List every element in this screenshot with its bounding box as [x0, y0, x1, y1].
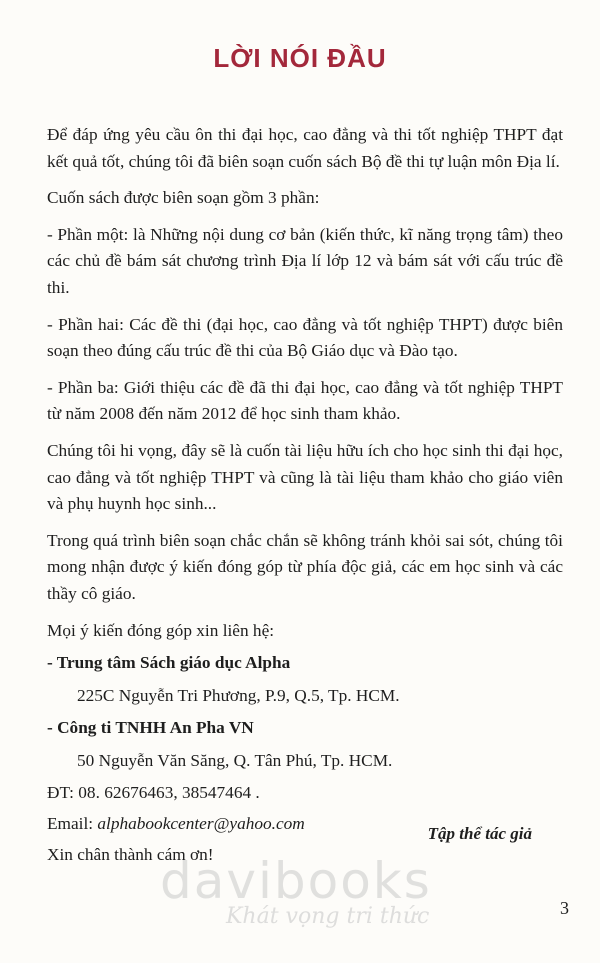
paragraph-part2: - Phần hai: Các đề thi (đại học, cao đẳng và tốt nghiệp THPT) được biên soạn theo đúng cấu trúc đề thi của Bộ Giáo dục và Đào tạo. [47, 314, 563, 361]
contact-org2-name: - Công ti TNHH An Pha VN [47, 718, 254, 738]
contact-org1-name: - Trung tâm Sách giáo dục Alpha [47, 653, 291, 673]
watermark-brand: davibooks [160, 852, 432, 910]
contact-intro: Mọi ý kiến đóng góp xin liên hệ: [47, 620, 275, 640]
paragraph-structure: Cuốn sách được biên soạn gồm 3 phần: [47, 188, 320, 208]
watermark-slogan: Khát vọng tri thức [226, 904, 430, 929]
signature: Tập thể tác giả [427, 824, 532, 843]
contact-email: alphabookcenter@yahoo.com [97, 814, 305, 834]
paragraph-part3: - Phần ba: Giới thiệu các đề đã thi đại học, cao đẳng và tốt nghiệp THPT từ năm 2008 đến năm 2012 để học sinh tham khảo. [47, 377, 563, 424]
paragraph-intro: Để đáp ứng yêu cầu ôn thi đại học, cao đẳng và thi tốt nghiệp THPT đạt kết quả tốt, chúng tôi đã biên soạn cuốn sách Bộ đề thi tự luận môn Địa lí. [47, 125, 563, 171]
contact-email-label: Email: [47, 814, 98, 834]
contact-org2-address: 50 Nguyễn Văn Săng, Q. Tân Phú, Tp. HCM. [77, 750, 393, 770]
paragraph-part1: - Phần một: là Những nội dung cơ bản (kiến thức, kĩ năng trọng tâm) theo các chủ đề bám sát chương trình Địa lí lớp 12 và bám sát với cấu trúc đề thi. [47, 224, 563, 297]
page-title: LỜI NÓI ĐẦU [213, 43, 387, 73]
page-number: 3 [560, 898, 569, 918]
contact-thanks: Xin chân thành cám ơn! [47, 844, 214, 864]
paragraph-hope: Chúng tôi hi vọng, đây sẽ là cuốn tài liệu hữu ích cho học sinh thi đại học, cao đẳng và tốt nghiệp THPT và cũng là tài liệu tham khảo cho giáo viên và phụ huynh học sinh... [47, 440, 563, 514]
body-text [47, 122, 563, 872]
paragraph-apology: Trong quá trình biên soạn chắc chắn sẽ không tránh khỏi sai sót, chúng tôi mong nhận được ý kiến đóng góp từ phía độc giả, các em học sinh và các thầy cô giáo. [47, 530, 563, 603]
contact-phone: ĐT: 08. 62676463, 38547464 . [47, 783, 260, 803]
contact-org1-address: 225C Nguyễn Tri Phương, P.9, Q.5, Tp. HCM. [77, 685, 400, 705]
